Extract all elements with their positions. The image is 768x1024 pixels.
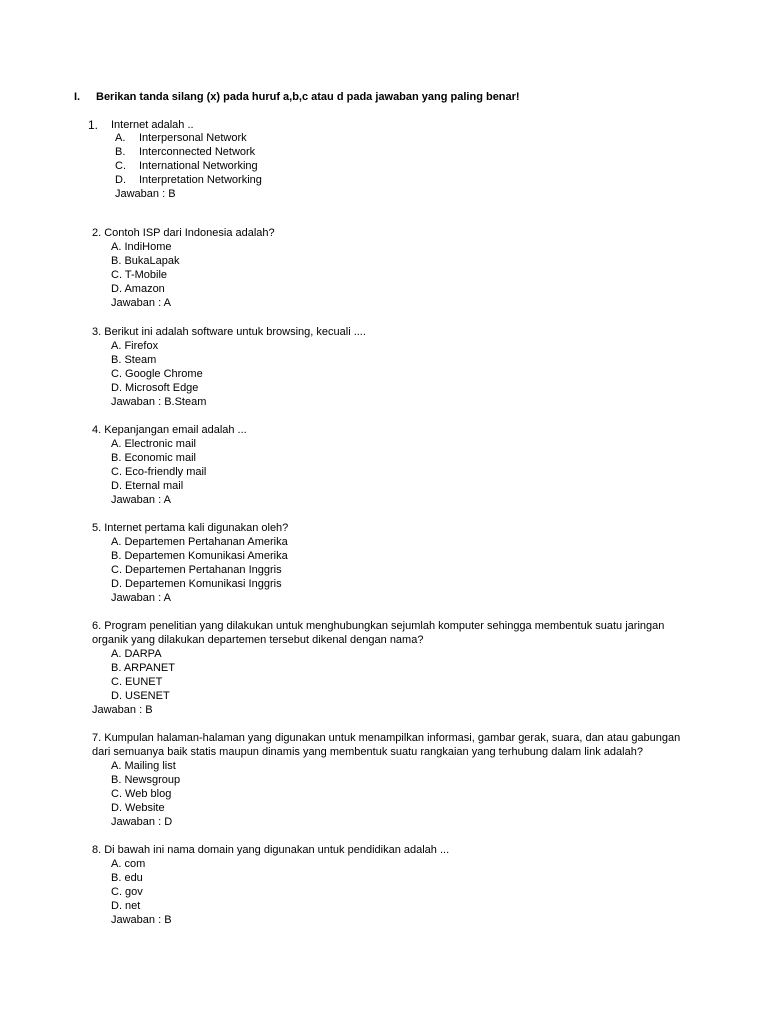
- question-text: 3. Berikut ini adalah software untuk browsing, kecuali ....: [92, 326, 366, 338]
- option-c: C. Eco-friendly mail: [111, 466, 207, 478]
- section-heading: [74, 90, 520, 104]
- question-text-line-2: dari semuanya baik statis maupun dinamis yang membentuk suatu rangkaian yang terhubung dalam link adalah?: [92, 746, 643, 758]
- question-1-number: 1.: [88, 118, 99, 132]
- option-d: D. Microsoft Edge: [111, 382, 199, 394]
- option-b: B. Departemen Komunikasi Amerika: [111, 550, 288, 562]
- option-c: C. gov: [111, 886, 143, 898]
- answer: Jawaban : A: [111, 297, 171, 309]
- section-number: I.: [74, 91, 81, 103]
- option-a: A. DARPA: [111, 648, 162, 660]
- option-c: C. International Networking: [115, 160, 258, 172]
- question-4: [92, 423, 247, 507]
- question-text-line-1: 6. Program penelitian yang dilakukan untuk menghubungkan sejumlah komputer sehingga membentuk suatu jaringan: [92, 620, 665, 632]
- option-a: A. IndiHome: [111, 241, 172, 253]
- option-b: B. Steam: [111, 354, 157, 366]
- question-text: 8. Di bawah ini nama domain yang digunakan untuk pendidikan adalah ...: [92, 844, 450, 856]
- option-d: D. Eternal mail: [111, 480, 184, 492]
- question-5: [92, 521, 288, 605]
- question-2: [92, 226, 275, 310]
- option-a: A. Departemen Pertahanan Amerika: [111, 536, 288, 548]
- section-instruction: Berikan tanda silang (x) pada huruf a,b,c atau d pada jawaban yang paling benar!: [96, 91, 520, 103]
- question-text: 5. Internet pertama kali digunakan oleh?: [92, 522, 289, 534]
- answer: Jawaban : A: [111, 494, 171, 506]
- option-d: D. Interpretation Networking: [115, 174, 262, 186]
- option-d: D. Departemen Komunikasi Inggris: [111, 578, 282, 590]
- option-a: A. com: [111, 858, 146, 870]
- question-7: [92, 731, 680, 829]
- question-text: 2. Contoh ISP dari Indonesia adalah?: [92, 227, 275, 239]
- option-b: B. ARPANET: [111, 662, 175, 674]
- option-b: B. edu: [111, 872, 143, 884]
- question-3: [92, 325, 366, 409]
- question-6: [92, 619, 664, 717]
- option-a: A. Interpersonal Network: [115, 132, 247, 144]
- option-c: C. T-Mobile: [111, 269, 168, 281]
- answer: Jawaban : B: [111, 914, 172, 926]
- option-a: A. Firefox: [111, 340, 159, 352]
- option-b: B. Newsgroup: [111, 774, 181, 786]
- question-text: 4. Kepanjangan email adalah ...: [92, 424, 247, 436]
- option-a: A. Mailing list: [111, 760, 176, 772]
- option-d: D. USENET: [111, 690, 170, 702]
- question-8: [92, 843, 449, 927]
- option-b: B. BukaLapak: [111, 255, 180, 267]
- option-b: B. Economic mail: [111, 452, 196, 464]
- answer: Jawaban : B.Steam: [111, 396, 207, 408]
- answer: Jawaban : A: [111, 592, 171, 604]
- answer: Jawaban : D: [111, 816, 173, 828]
- option-a: A. Electronic mail: [111, 438, 196, 450]
- option-c: C. Departemen Pertahanan Inggris: [111, 564, 282, 576]
- question-1-answer: Jawaban : B: [115, 188, 176, 200]
- option-c: C. EUNET: [111, 676, 163, 688]
- option-b: B. Interconnected Network: [115, 146, 256, 158]
- answer: Jawaban : B: [92, 704, 153, 716]
- option-d: D. Amazon: [111, 283, 165, 295]
- question-1-text: Internet adalah ..: [111, 119, 194, 131]
- question-1-options: [115, 131, 262, 187]
- option-d: D. Website: [111, 802, 165, 814]
- option-c: C. Google Chrome: [111, 368, 203, 380]
- question-text-line-1: 7. Kumpulan halaman-halaman yang digunakan untuk menampilkan informasi, gambar gerak, suara, dan atau gabungan: [92, 732, 681, 744]
- option-c: C. Web blog: [111, 788, 172, 800]
- option-d: D. net: [111, 900, 141, 912]
- question-text-line-2: organik yang dilakukan departemen tersebut dikenal dengan nama?: [92, 634, 424, 646]
